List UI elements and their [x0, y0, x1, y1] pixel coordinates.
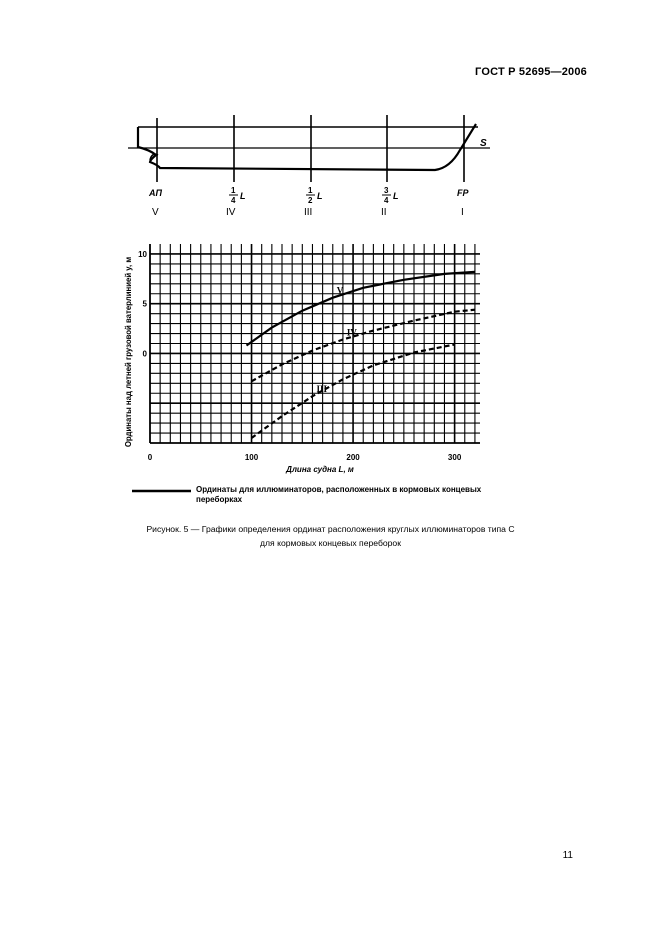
series-label-iv: IV: [346, 327, 357, 338]
station-suffix-quarter: L: [240, 191, 246, 201]
station-num-half: 1: [308, 186, 313, 195]
document-id: ГОСТ Р 52695—2006: [475, 66, 587, 78]
station-suffix-three-quarter: L: [393, 191, 399, 201]
x-axis-label: Длина судна L, м: [286, 465, 354, 474]
caption-line-1: Рисунок. 5 — Графики определения ординат расположения круглых иллюминаторов типа С: [146, 524, 515, 534]
station-roman-iii: III: [304, 207, 313, 218]
x-tick-label: 300: [447, 453, 462, 462]
caption-line-2: для кормовых концевых переборок: [260, 538, 401, 548]
station-roman-i: I: [461, 207, 464, 218]
station-den-quarter: 4: [231, 196, 236, 205]
x-tick-label: 200: [346, 453, 360, 462]
x-tick-label: 0: [147, 453, 153, 462]
series-label-iii: III: [316, 384, 327, 395]
legend-text: Ординаты для иллюминаторов, расположенных в кормовых концевых переборках: [196, 485, 482, 504]
x-tick-label: 100: [244, 453, 259, 462]
chart-tick-labels: [138, 250, 462, 462]
y-axis-label: Ординаты над летней грузовой ватерлинией y, м: [124, 256, 133, 448]
station-roman-ii: II: [381, 207, 387, 218]
y-tick-label: 0: [142, 349, 147, 359]
figure-caption: [0, 522, 661, 550]
series-label-v: V: [336, 285, 344, 296]
y-tick-label: 5: [142, 299, 147, 309]
chart-grid: [150, 244, 480, 443]
station-num-three-quarter: 3: [384, 186, 389, 195]
station-mark-fp: FP: [457, 188, 469, 198]
station-num-quarter: 1: [231, 186, 236, 195]
waterline-label: S: [480, 138, 487, 149]
page-number: 11: [562, 850, 573, 861]
station-suffix-half: L: [317, 191, 323, 201]
station-roman-iv: IV: [226, 207, 236, 218]
y-tick-label: 10: [138, 249, 147, 259]
station-roman-v: V: [152, 207, 159, 218]
station-den-three-quarter: 4: [384, 196, 389, 205]
station-mark-ap: AП: [149, 188, 162, 198]
series-line-v: [247, 272, 475, 346]
station-den-half: 2: [308, 196, 313, 205]
